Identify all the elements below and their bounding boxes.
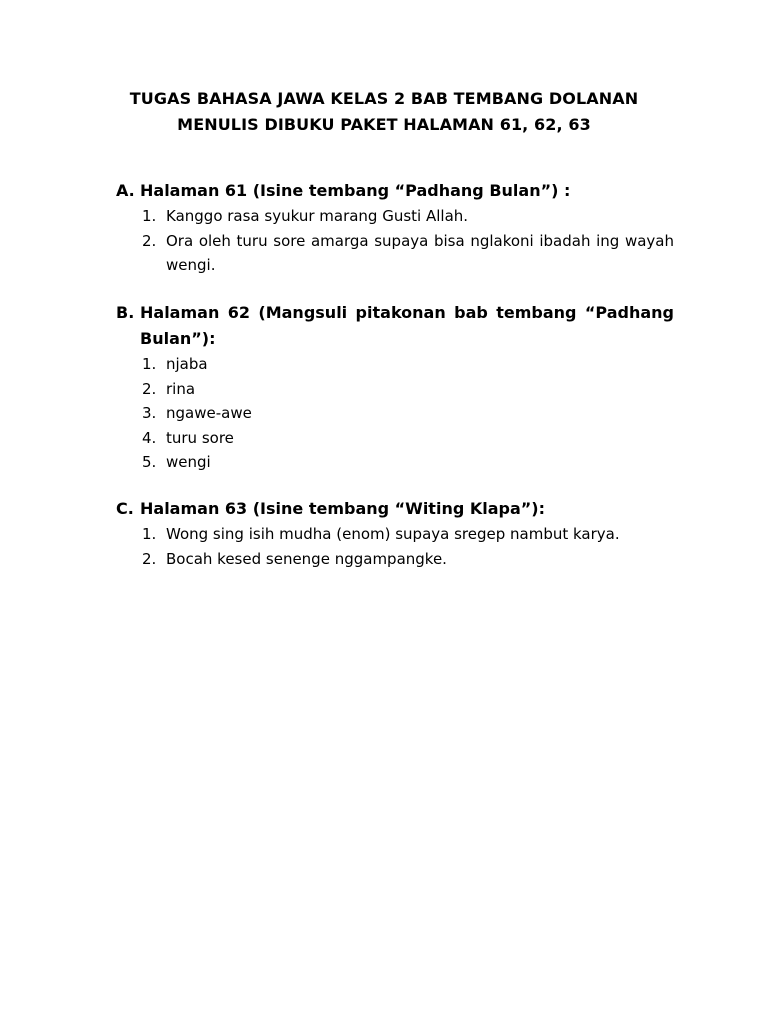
item-text: njaba — [166, 355, 208, 373]
item-number: 1. — [142, 355, 157, 373]
item-text: Kanggo rasa syukur marang Gusti Allah. — [166, 207, 469, 225]
item-text: Bocah kesed senenge nggampangke. — [166, 549, 447, 568]
list-item — [116, 204, 674, 229]
section-c — [116, 496, 674, 571]
list-item — [116, 547, 674, 572]
item-number: 1. — [142, 525, 157, 543]
section-heading-text: Halaman 61 (Isine tembang “Padhang Bulan”) : — [140, 181, 571, 200]
item-text: Wong sing isih mudha (enom) supaya sregep nambut karya. — [166, 525, 620, 543]
item-number: 3. — [142, 404, 157, 422]
list-item — [116, 352, 674, 377]
item-text: rina — [166, 379, 196, 398]
list-item — [116, 401, 674, 426]
section-heading-text: Halaman 62 (Mangsuli pitakonan bab tembang “Padhang Bulan”): — [140, 303, 674, 348]
list-item — [116, 229, 674, 278]
item-number: 2. — [142, 379, 157, 398]
item-number: 5. — [142, 453, 157, 471]
item-text: ngawe-awe — [166, 404, 252, 422]
list-item — [116, 522, 674, 547]
section-letter: C. — [116, 499, 134, 518]
list-item — [116, 450, 674, 475]
list-item — [116, 377, 674, 402]
item-number: 1. — [142, 207, 157, 225]
list-item — [116, 426, 674, 451]
section-heading — [116, 496, 674, 522]
section-letter: A. — [116, 181, 135, 200]
item-number: 2. — [142, 231, 157, 250]
section-heading — [116, 178, 674, 204]
section-b — [116, 300, 674, 475]
item-number: 4. — [142, 428, 157, 447]
section-heading-text: Halaman 63 (Isine tembang “Witing Klapa”): — [140, 499, 546, 518]
item-text: Ora oleh turu sore amarga supaya bisa nglakoni ibadah ing wayah wengi. — [166, 231, 674, 274]
section-letter: B. — [116, 303, 135, 322]
document-title — [0, 86, 768, 138]
section-a — [116, 178, 674, 278]
item-text: wengi — [166, 453, 211, 471]
answer-list — [116, 204, 674, 278]
title-line-1: TUGAS BAHASA JAWA KELAS 2 BAB TEMBANG DOLANAN — [129, 89, 639, 108]
title-line-2: MENULIS DIBUKU PAKET HALAMAN 61, 62, 63 — [177, 115, 591, 134]
section-heading — [116, 300, 674, 352]
answer-list — [116, 352, 674, 475]
item-number: 2. — [142, 549, 157, 568]
item-text: turu sore — [166, 428, 234, 447]
answer-list — [116, 522, 674, 571]
